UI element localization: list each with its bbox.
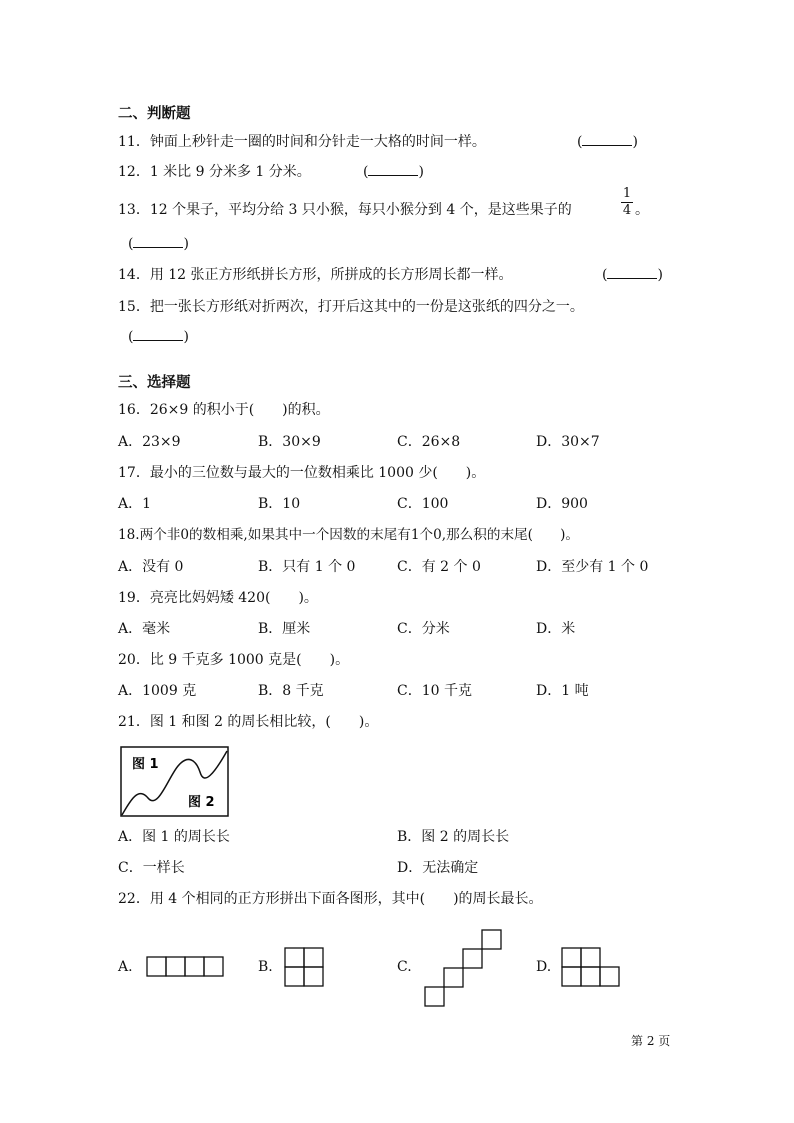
- question-20: 20．比 9 千克多 1000 克是( )。: [118, 652, 350, 668]
- q19-option-c[interactable]: C．分米: [397, 621, 450, 637]
- question-18: 18.两个非0的数相乘,如果其中一个因数的末尾有1个0,那么积的末尾( )。: [118, 527, 580, 543]
- question-22: 22．用 4 个相同的正方形拼出下面各图形，其中( )的周长最长。: [118, 891, 543, 907]
- q22-option-c-label[interactable]: C.: [397, 959, 412, 975]
- answer-blank-15[interactable]: ( ): [128, 329, 189, 345]
- q21-option-c[interactable]: C．一样长: [118, 860, 185, 876]
- q21-figure: [120, 746, 230, 818]
- section3-heading: 三、选择题: [118, 375, 191, 391]
- q16-option-b[interactable]: B．30×9: [258, 434, 321, 450]
- q16-option-c[interactable]: C．26×8: [397, 434, 461, 450]
- section2-heading: 二、判断题: [118, 106, 191, 122]
- q20-option-d[interactable]: D．1 吨: [536, 683, 589, 699]
- q17-option-d[interactable]: D．900: [536, 496, 588, 512]
- q19-option-a[interactable]: A．毫米: [118, 621, 171, 637]
- fraction-numerator: 1: [622, 186, 632, 201]
- figure-1-label: 图 1: [132, 757, 159, 772]
- q16-option-a[interactable]: A．23×9: [118, 434, 181, 450]
- question-15: 15．把一张长方形纸对折两次，打开后这其中的一份是这张纸的四分之一。: [118, 299, 584, 315]
- q17-option-a[interactable]: A．1: [118, 496, 152, 512]
- q20-option-a[interactable]: A．1009 克: [118, 683, 197, 699]
- figure-2-label: 图 2: [188, 795, 215, 810]
- q22-option-b-label[interactable]: B.: [258, 959, 273, 975]
- question-21: 21．图 1 和图 2 的周长相比较，( )。: [118, 714, 379, 730]
- q21-option-d[interactable]: D．无法确定: [397, 860, 479, 876]
- answer-blank-11[interactable]: ( ): [577, 134, 638, 150]
- question-13-end: 。: [635, 202, 649, 218]
- shape-l-tetromino[interactable]: [560, 946, 622, 988]
- question-13: 13．12 个果子，平均分给 3 只小猴，每只小猴分到 4 个，是这些果子的: [118, 202, 572, 218]
- shape-staircase[interactable]: [423, 928, 505, 1010]
- q19-option-b[interactable]: B．厘米: [258, 621, 311, 637]
- answer-blank-13[interactable]: ( ): [128, 236, 189, 252]
- q21-option-b[interactable]: B．图 2 的周长长: [397, 829, 510, 845]
- shape-two-by-two-square[interactable]: [283, 946, 325, 988]
- q18-option-b[interactable]: B．只有 1 个 0: [258, 559, 356, 575]
- q17-option-b[interactable]: B．10: [258, 496, 301, 512]
- q17-option-c[interactable]: C．100: [397, 496, 449, 512]
- fraction-denominator: 4: [622, 203, 632, 218]
- q18-option-a[interactable]: A．没有 0: [118, 559, 184, 575]
- q21-option-a[interactable]: A．图 1 的周长长: [118, 829, 230, 845]
- answer-blank-14[interactable]: ( ): [602, 267, 663, 283]
- q18-option-c[interactable]: C．有 2 个 0: [397, 559, 481, 575]
- question-17: 17．最小的三位数与最大的一位数相乘比 1000 少( )。: [118, 465, 486, 481]
- question-11: 11．钟面上秒针走一圈的时间和分针走一大格的时间一样。: [118, 134, 486, 150]
- q22-option-a-label[interactable]: A.: [118, 959, 133, 975]
- question-16: 16．26×9 的积小于( )的积。: [118, 402, 330, 418]
- q19-option-d[interactable]: D．米: [536, 621, 576, 637]
- q20-option-b[interactable]: B．8 千克: [258, 683, 324, 699]
- q22-option-d-label[interactable]: D.: [536, 959, 552, 975]
- page-number: 第 2 页: [631, 1034, 671, 1048]
- question-12: 12．1 米比 9 分米多 1 分米。: [118, 164, 311, 180]
- fraction-one-quarter: [621, 187, 633, 218]
- shape-row-of-four[interactable]: [145, 955, 225, 979]
- q16-option-d[interactable]: D．30×7: [536, 434, 600, 450]
- q18-option-d[interactable]: D．至少有 1 个 0: [536, 559, 649, 575]
- question-19: 19．亮亮比妈妈矮 420( )。: [118, 590, 318, 606]
- q20-option-c[interactable]: C．10 千克: [397, 683, 472, 699]
- answer-blank-12[interactable]: ( ): [363, 164, 424, 180]
- question-14: 14．用 12 张正方形纸拼长方形，所拼成的长方形周长都一样。: [118, 267, 513, 283]
